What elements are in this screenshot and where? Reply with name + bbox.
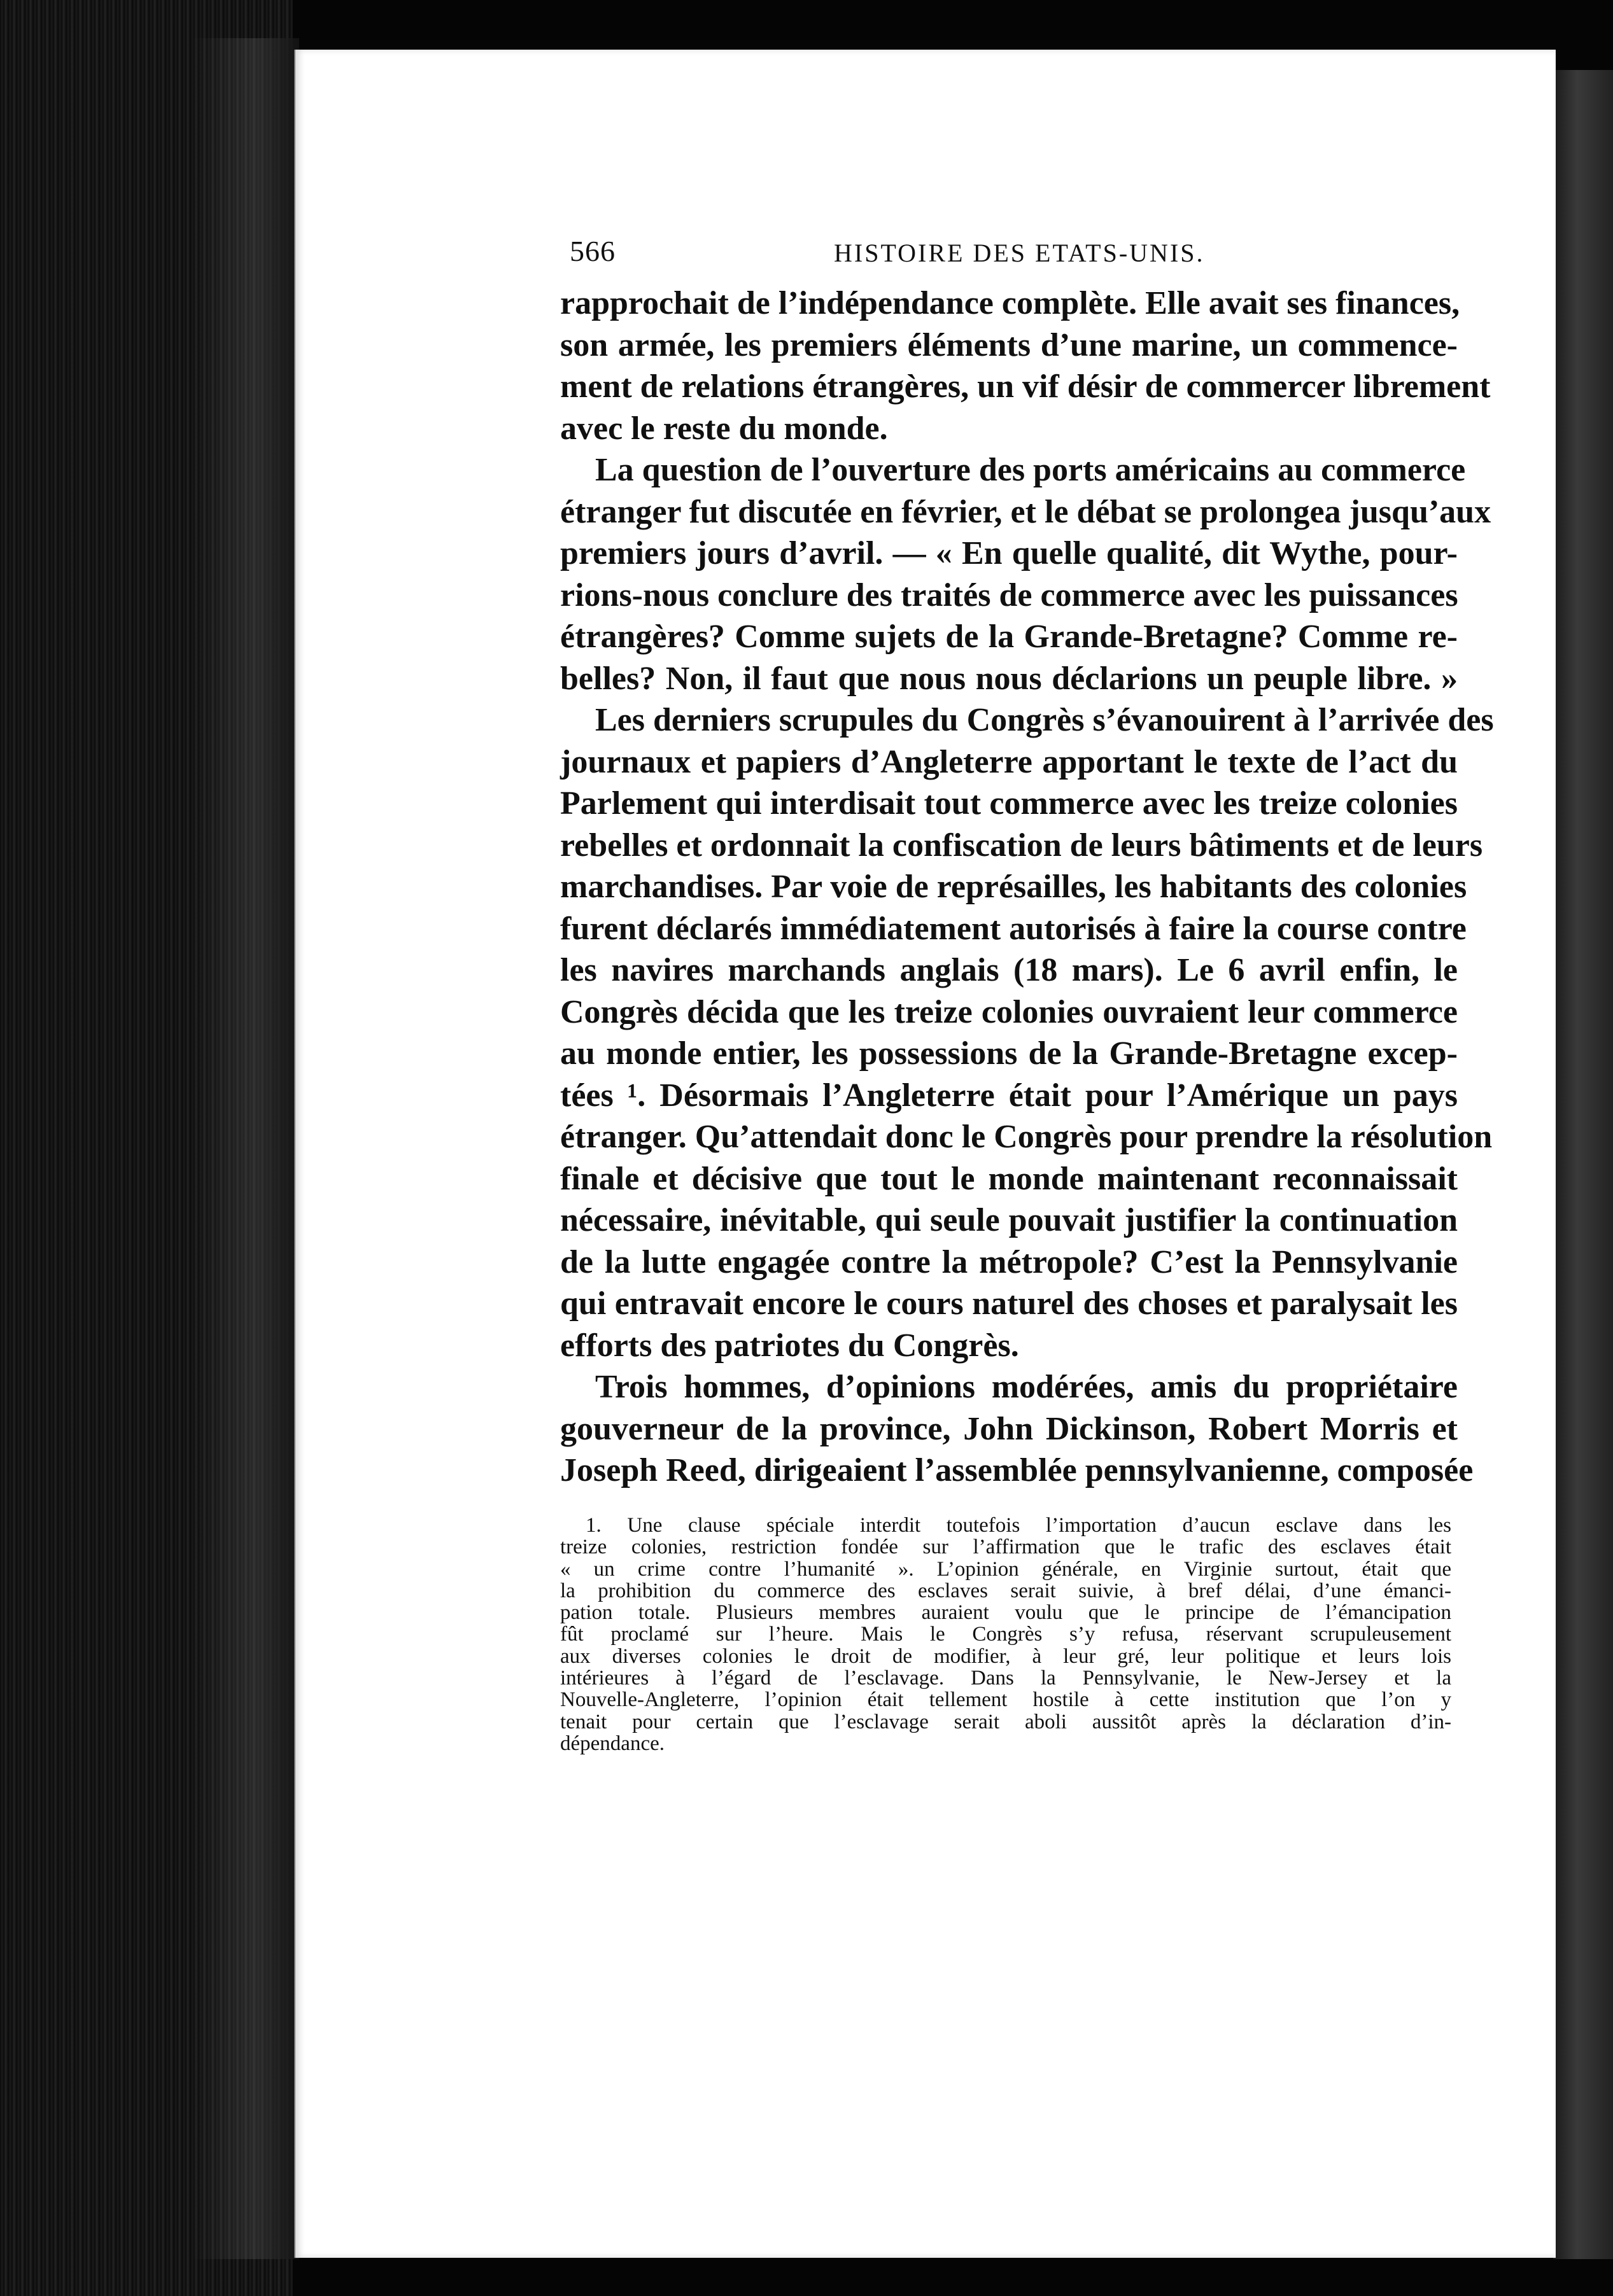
body-line: Les derniers scrupules du Congrès s’évanouirent à l’arrivée des xyxy=(595,702,1494,738)
body-line: La question de l’ouverture des ports américains au commerce xyxy=(595,452,1466,488)
body-line: belles? Non, il faut que nous nous déclarions un peuple libre. » xyxy=(560,660,1458,697)
body-text xyxy=(560,283,1494,1492)
body-line: premiers jours d’avril. — « En quelle qualité, dit Wythe, pour- xyxy=(560,535,1458,571)
body-line: Trois hommes, d’opinions modérées, amis du propriétaire xyxy=(595,1369,1458,1405)
body-line: de la lutte engagée contre la métropole? C’est la Pennsylvanie xyxy=(560,1243,1458,1280)
body-line: Parlement qui interdisait tout commerce avec les treize colonies xyxy=(560,785,1458,822)
body-line: ment de relations étrangères, un vif désir de commercer librement xyxy=(560,368,1491,405)
footnote-line: « un crime contre l’humanité ». L’opinion générale, en Virginie surtout, était que xyxy=(560,1557,1451,1581)
footnote-line: 1. Une clause spéciale interdit toutefois l’importation d’aucun esclave dans les xyxy=(586,1514,1451,1537)
body-line: avec le reste du monde. xyxy=(560,410,888,447)
body-line: efforts des patriotes du Congrès. xyxy=(560,1327,1019,1364)
footnote-line: intérieures à l’égard de l’esclavage. Dans la Pennsylvanie, le New-Jersey et la xyxy=(560,1667,1451,1690)
body-line: Congrès décida que les treize colonies ouvraient leur commerce xyxy=(560,993,1458,1030)
body-line: journaux et papiers d’Angleterre apportant le texte de l’act du xyxy=(560,743,1458,780)
page-number: 566 xyxy=(570,235,616,267)
book-edge-shade xyxy=(191,38,299,2259)
footnote-line: la prohibition du commerce des esclaves serait suivie, à bref délai, d’une émanci- xyxy=(560,1579,1451,1602)
body-line: les navires marchands anglais (18 mars). Le 6 avril enfin, le xyxy=(560,952,1458,988)
running-head xyxy=(570,234,1206,281)
body-line: étrangères? Comme sujets de la Grande-Bretagne? Comme re- xyxy=(560,619,1458,655)
footnote-line: fût proclamé sur l’heure. Mais le Congrès s’y refusa, réservant scrupuleusement xyxy=(560,1623,1451,1646)
body-line: rapprochait de l’indépendance complète. Elle avait ses finances, xyxy=(560,285,1460,321)
footnote-line: treize colonies, restriction fondée sur l’affirmation que le trafic des esclaves était xyxy=(560,1536,1451,1559)
body-line: rions-nous conclure des traités de commerce avec les puissances xyxy=(560,577,1458,613)
footnote-line: pation totale. Plusieurs membres auraient voulu que le principe de l’émancipation xyxy=(560,1601,1451,1625)
body-line: rebelles et ordonnait la confiscation de leurs bâtiments et de leurs xyxy=(560,827,1483,864)
body-line: étranger. Qu’attendait donc le Congrès pour prendre la résolution xyxy=(560,1119,1493,1155)
footnote-line: tenait pour certain que l’esclavage serait aboli aussitôt après la déclaration d’in- xyxy=(560,1710,1451,1733)
body-line: marchandises. Par voie de représailles, les habitants des colonies xyxy=(560,869,1467,905)
body-line: tées ¹. Désormais l’Angleterre était pour l’Amérique un pays xyxy=(560,1077,1458,1114)
footnote-line: aux diverses colonies le droit de modifier, à leur gré, leur politique et leurs lois xyxy=(560,1644,1451,1668)
footnote xyxy=(560,1515,1451,1754)
body-line: son armée, les premiers éléments d’une marine, un commence- xyxy=(560,326,1458,363)
body-line: Joseph Reed, dirigeaient l’assemblée pennsylvanienne, composée xyxy=(560,1452,1474,1488)
body-line: finale et décisive que tout le monde maintenant reconnaissait xyxy=(560,1160,1458,1197)
body-line: nécessaire, inévitable, qui seule pouvait justifier la continuation xyxy=(560,1202,1458,1238)
running-title: HISTOIRE DES ETATS-UNIS. xyxy=(834,239,1205,267)
body-line: au monde entier, les possessions de la Grande-Bretagne excep- xyxy=(560,1035,1458,1072)
footnote-line: Nouvelle-Angleterre, l’opinion était tellement hostile à cette institution que l’on y xyxy=(560,1688,1451,1712)
body-line: qui entravait encore le cours naturel des choses et paralysait les xyxy=(560,1285,1458,1322)
body-line: gouverneur de la province, John Dickinson, Robert Morris et xyxy=(560,1410,1458,1447)
body-line: étranger fut discutée en février, et le débat se prolongea jusqu’aux xyxy=(560,493,1491,530)
body-line: furent déclarés immédiatement autorisés à faire la course contre xyxy=(560,910,1467,947)
binding-strip xyxy=(1553,70,1613,2259)
footnote-line: dépendance. xyxy=(560,1732,665,1755)
